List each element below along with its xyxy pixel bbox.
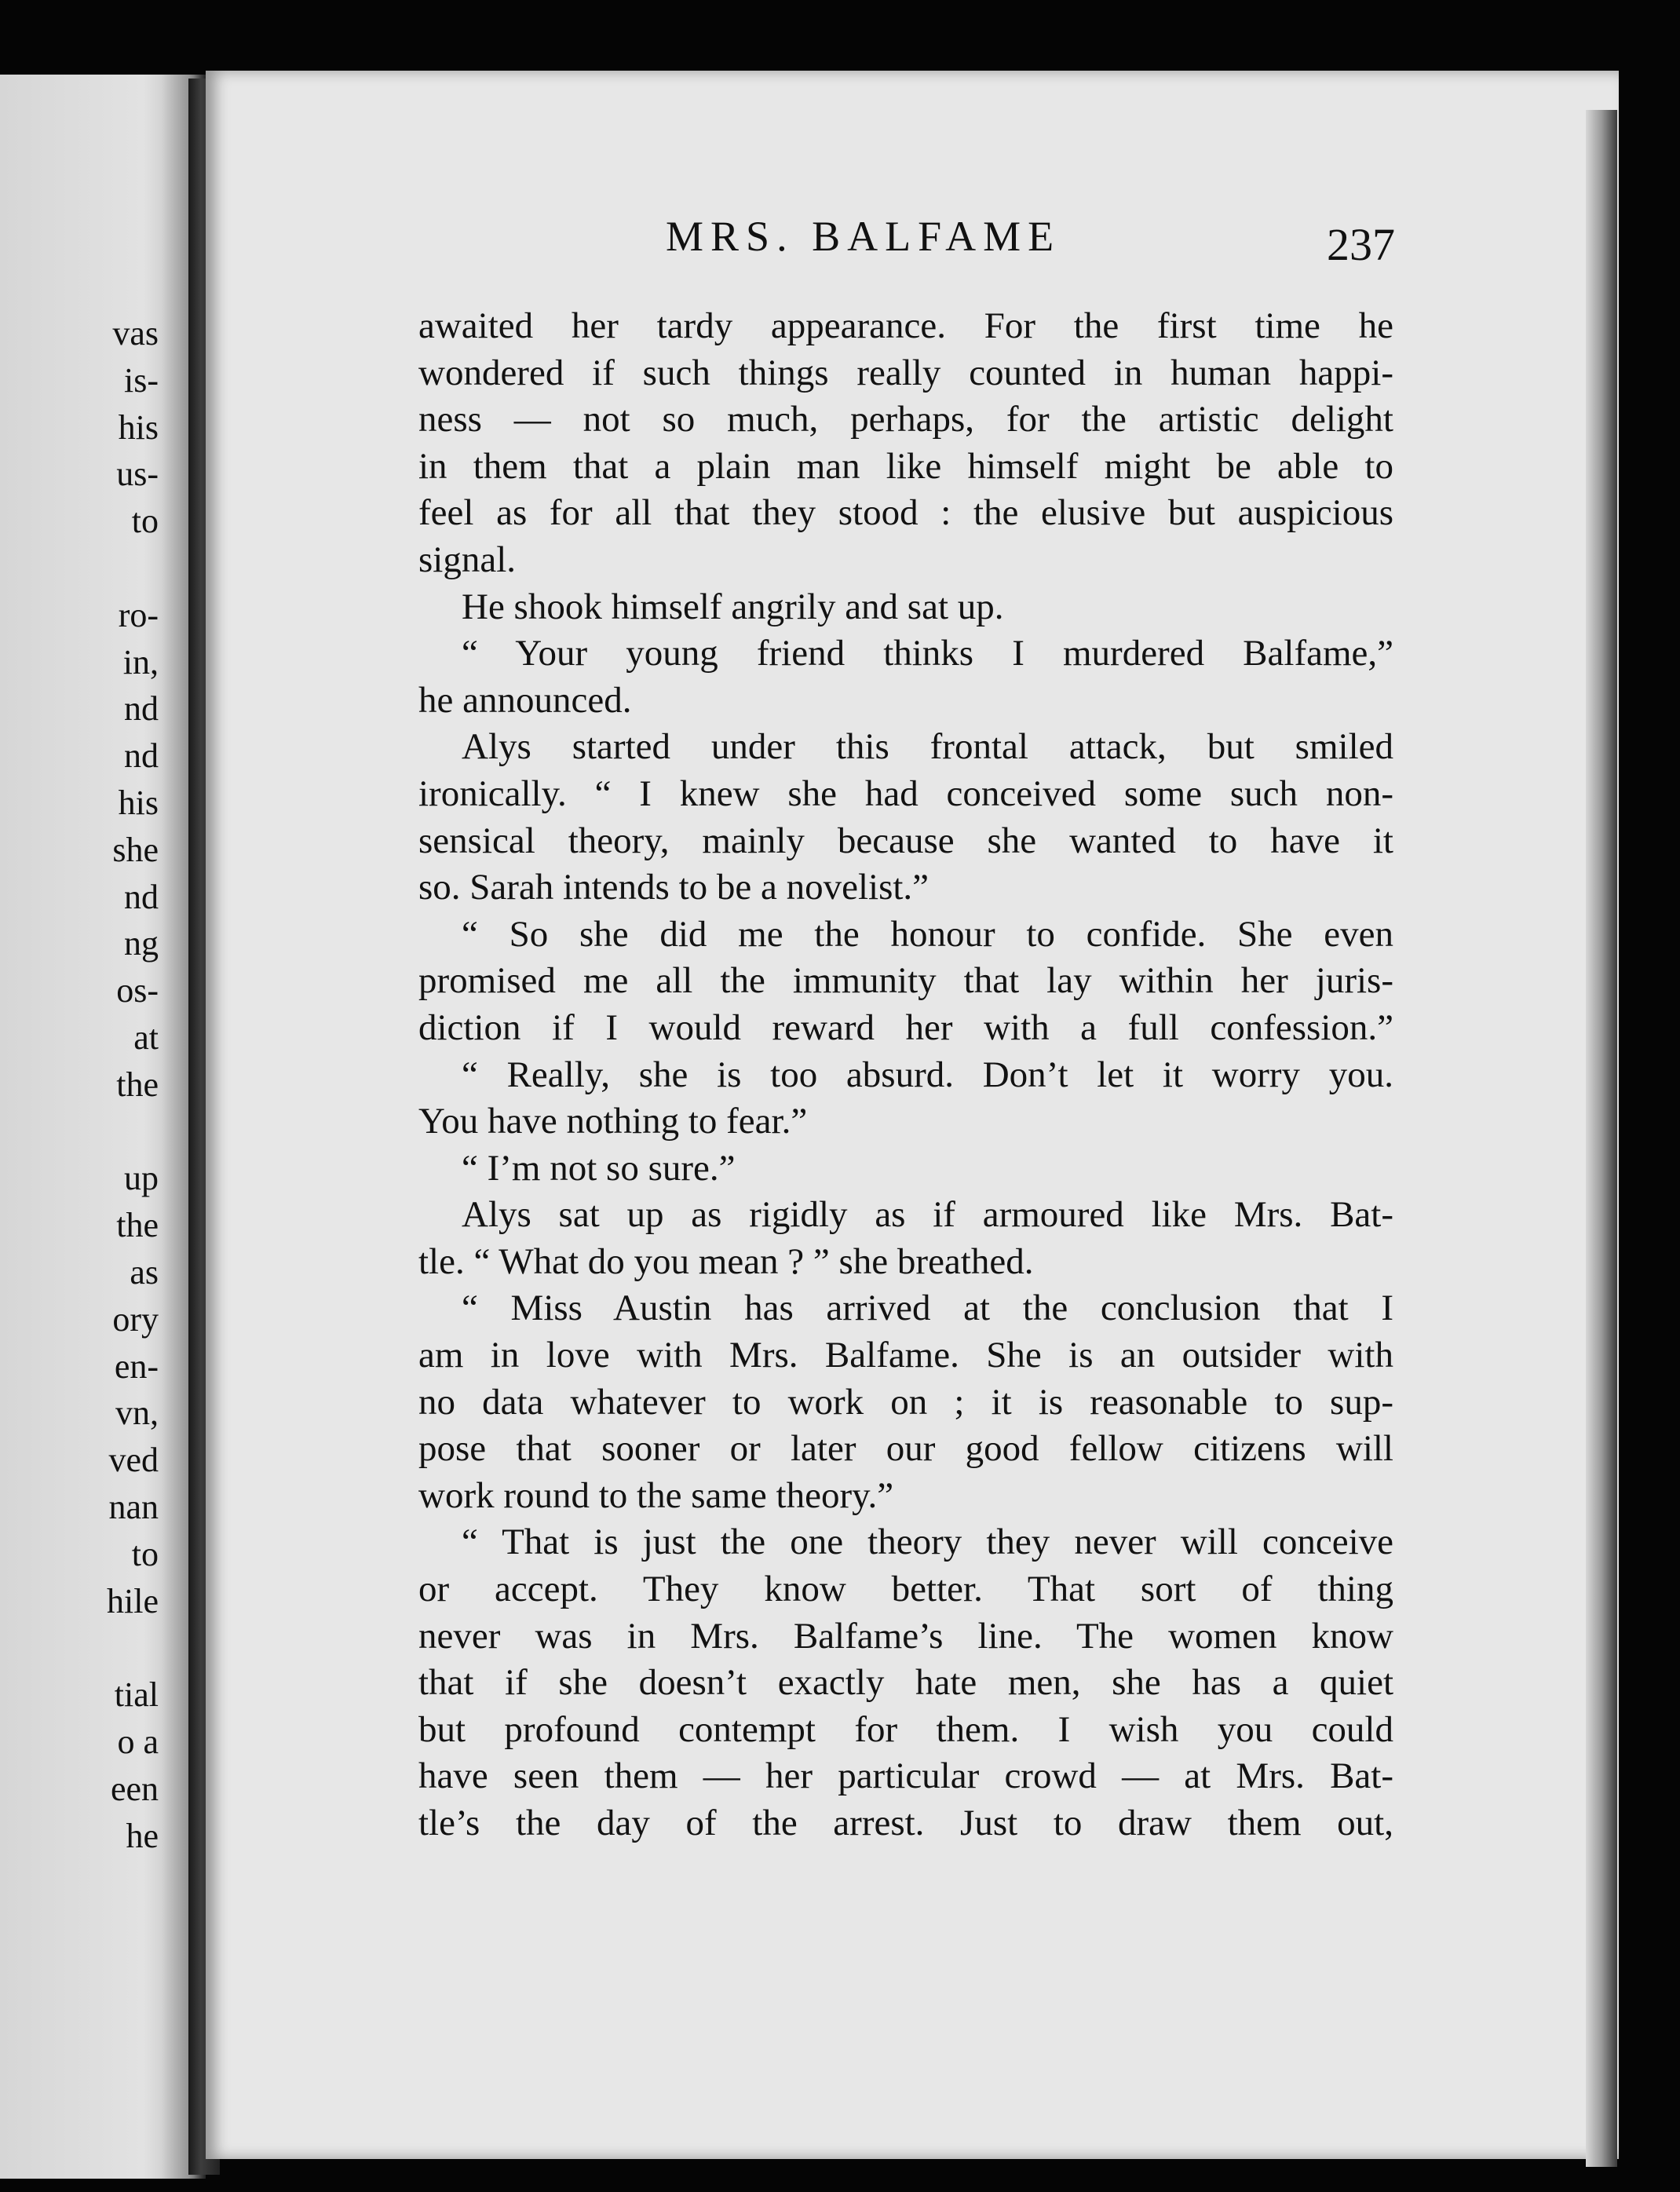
body-text xyxy=(418,303,1393,1847)
left-page-fragment: to xyxy=(131,502,159,541)
text-line: never was in Mrs. Balfame’s line. The women know xyxy=(418,1615,1393,1657)
left-page-fragment: een xyxy=(110,1769,159,1808)
left-page-fragment: the xyxy=(116,1206,159,1245)
left-page-fragment: in, xyxy=(122,642,159,681)
text-line: tle’s the day of the arrest. Just to draw them out, xyxy=(418,1803,1393,1843)
text-line: “ Miss Austin has arrived at the conclusion that I xyxy=(462,1288,1393,1329)
left-page-fragment: ved xyxy=(108,1441,159,1480)
text-line: “ Really, she is too absurd. Don’t let it worry you. xyxy=(462,1054,1393,1095)
text-line: no data whatever to work on ; it is reasonable to sup- xyxy=(418,1381,1393,1423)
left-page-fragment: ro- xyxy=(118,595,159,634)
left-page-fragment: us- xyxy=(116,455,159,494)
left-page-fragment: ory xyxy=(112,1299,159,1339)
text-line: work round to the same theory.” xyxy=(418,1474,894,1516)
page-edge-shadow xyxy=(1586,110,1617,2167)
text-line: Alys sat up as rigidly as if armoured like Mrs. Bat- xyxy=(462,1194,1393,1236)
left-page-fragment: nd xyxy=(124,877,159,916)
text-line: have seen them — her particular crowd — at Mrs. Bat- xyxy=(418,1755,1393,1797)
text-line: “ I’m not so sure.” xyxy=(462,1147,736,1189)
text-line: “ So she did me the honour to confide. She even xyxy=(462,913,1393,955)
left-page-fragment: nan xyxy=(108,1488,159,1526)
left-page-fragment: as xyxy=(130,1253,159,1291)
left-facing-page xyxy=(0,75,206,2179)
text-line: Alys started under this frontal attack, but smiled xyxy=(462,726,1393,768)
left-page-fragment: nd xyxy=(124,689,159,729)
left-page-fragment: hile xyxy=(107,1581,159,1620)
text-line: he announced. xyxy=(418,679,632,721)
text-line: but profound contempt for them. I wish you could xyxy=(418,1708,1393,1750)
text-line: in them that a plain man like himself might be able to xyxy=(418,445,1393,487)
left-page-fragment: en- xyxy=(114,1346,159,1386)
text-line: or accept. They know better. That sort of thing xyxy=(418,1569,1393,1610)
text-line: feel as for all that they stood : the elusive but auspicious xyxy=(418,492,1393,534)
left-page-fragment: vas xyxy=(112,314,159,353)
left-page-fragment: she xyxy=(112,830,159,869)
left-page-fragment: his xyxy=(118,784,159,822)
text-line: ironically. “ I knew she had conceived some such non- xyxy=(418,773,1393,814)
text-line: ness — not so much, perhaps, for the artistic delight xyxy=(418,399,1393,440)
left-page-fragment: up xyxy=(124,1159,159,1198)
left-page-fragment: at xyxy=(133,1018,159,1057)
text-line: that if she doesn’t exactly hate men, she has a quiet xyxy=(418,1662,1393,1704)
text-line: “ Your young friend thinks I murdered Balfame,” xyxy=(462,633,1393,674)
text-line: promised me all the immunity that lay within her juris- xyxy=(418,960,1393,1002)
text-line: am in love with Mrs. Balfame. She is an outsider with xyxy=(418,1335,1393,1376)
left-page-fragment: tial xyxy=(114,1675,159,1715)
left-page-fragment: the xyxy=(116,1065,159,1104)
text-line: signal. xyxy=(418,539,517,580)
text-line: sensical theory, mainly because she wanted to have it xyxy=(418,820,1393,861)
running-title: MRS. BALFAME xyxy=(666,213,1061,260)
left-page-fragment: o a xyxy=(117,1723,159,1761)
text-line: diction if I would reward her with a full confession.” xyxy=(418,1006,1393,1048)
text-line: tle. “ What do you mean ? ” she breathed. xyxy=(418,1240,1034,1282)
left-page-fragment: os- xyxy=(116,971,159,1010)
left-page-fragment: ng xyxy=(124,924,159,963)
text-line: awaited her tardy appearance. For the first time he xyxy=(418,305,1393,346)
page-number: 237 xyxy=(1327,219,1395,270)
text-line: “ That is just the one theory they never will conceive xyxy=(462,1522,1393,1563)
left-page-fragment: is- xyxy=(124,360,159,400)
left-page-fragment: he xyxy=(126,1816,159,1855)
left-page-fragment: to xyxy=(131,1534,159,1573)
text-line: He shook himself angrily and sat up. xyxy=(462,586,1004,627)
text-line: You have nothing to fear.” xyxy=(418,1101,808,1142)
left-page-fragment: his xyxy=(118,407,159,447)
left-page-fragment: nd xyxy=(124,736,159,776)
left-page-fragment: vn, xyxy=(115,1394,159,1433)
text-line: wondered if such things really counted in human happi- xyxy=(418,352,1393,393)
text-line: pose that sooner or later our good fellow citizens will xyxy=(418,1428,1393,1470)
text-line: so. Sarah intends to be a novelist.” xyxy=(418,867,929,908)
